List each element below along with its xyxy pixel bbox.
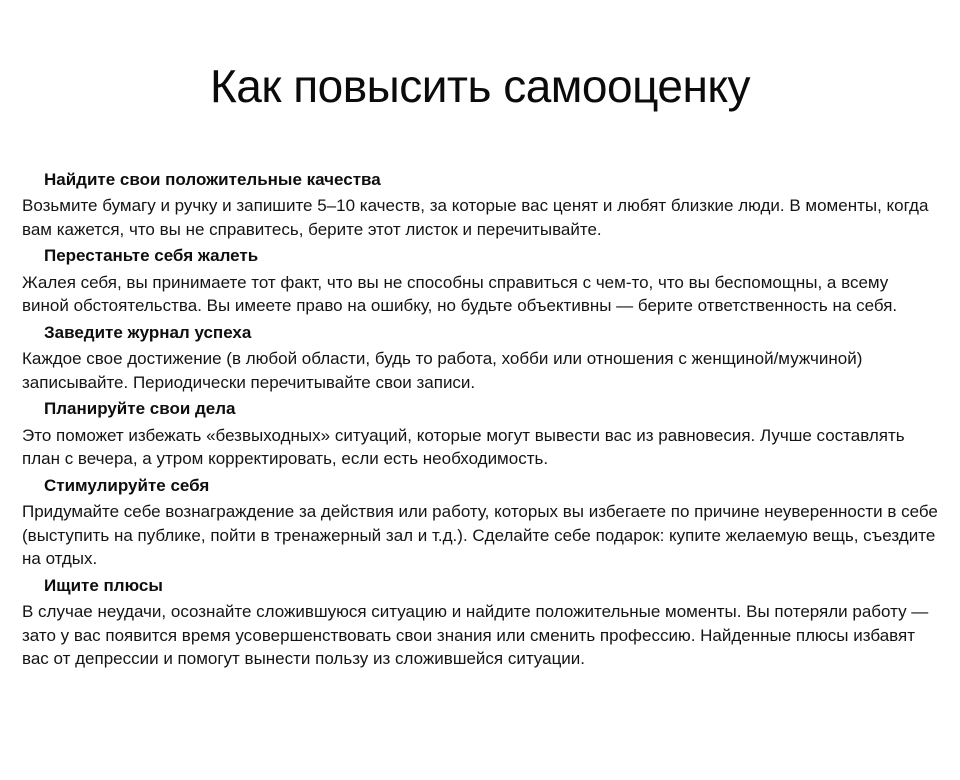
tips-list — [22, 168, 938, 671]
tip-section — [22, 168, 938, 242]
tip-section — [22, 574, 938, 671]
tip-heading: Перестаньте себя жалеть — [44, 246, 259, 266]
tip-section — [22, 474, 938, 571]
tip-body: В случае неудачи, осознайте сложившуюся ситуацию и найдите положительные моменты. Вы потеряли работу — зато у вас появится время усовершенствовать свои знания или сменить профессию. Найденные плюсы избавят вас от депрессии и помогут вынести пользу из сложившейся ситуации. — [22, 602, 929, 669]
tip-section — [22, 321, 938, 395]
tip-section — [22, 397, 938, 471]
tip-body: Придумайте себе вознаграждение за действия или работу, которых вы избегаете по причине неуверенности в себе (выступить на публике, пойти в тренажерный зал и т.д.). Сделайте себе подарок: купите желаемую вещь, съездите на отдых. — [22, 502, 938, 569]
tip-heading: Ищите плюсы — [44, 575, 163, 595]
tip-heading: Найдите свои положительные качества — [44, 169, 381, 189]
tip-heading: Заведите журнал успеха — [44, 322, 252, 342]
slide — [0, 60, 960, 780]
tip-body: Возьмите бумагу и ручку и запишите 5–10 качеств, за которые вас ценят и любят близкие люди. В моменты, когда вам кажется, что вы не справитесь, берите этот листок и перечитывайте. — [22, 196, 929, 239]
tip-section — [22, 244, 938, 318]
tip-body: Это поможет избежать «безвыходных» ситуаций, которые могут вывести вас из равновесия. Лучше составлять план с вечера, а утром корректировать, если есть необходимость. — [22, 425, 905, 469]
tip-heading: Стимулируйте себя — [44, 475, 210, 495]
tip-heading: Планируйте свои дела — [44, 399, 236, 419]
tip-body: Каждое свое достижение (в любой области, будь то работа, хобби или отношения с женщиной/мужчиной) записывайте. Периодически перечитывайте свои записи. — [22, 349, 863, 392]
tip-body: Жалея себя, вы принимаете тот факт, что вы не способны справиться с чем-то, что вы беспомощны, а всему виной обстоятельства. Вы имеете право на ошибку, но будьте объективны — берите ответственность на себя. — [22, 272, 898, 316]
page-title: Как повысить самооценку — [209, 60, 751, 112]
